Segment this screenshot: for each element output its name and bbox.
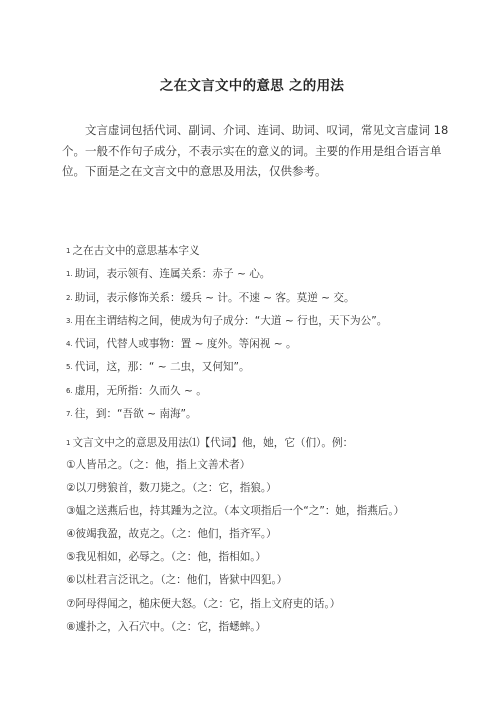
item-text: 代词，这，那：“ ~ 二虫，又何知”。: [74, 361, 250, 374]
example-line: ④彼竭我盈，故克之。（之：他们，指齐军。）: [66, 528, 277, 541]
item-text: 助词，表示领有、连属关系：赤子 ~ 心。: [74, 268, 271, 281]
meaning-item: [66, 403, 466, 426]
example-line: ⑧遽扑之，入石穴中。（之：它，指蟋蟀。）: [66, 620, 267, 633]
meaning-item: [66, 310, 466, 333]
item-number: 1.: [66, 270, 73, 279]
section-basic-meanings: [66, 240, 466, 426]
example-line: ②以刀劈狼首，数刀毙之。（之：它，指狼。）: [66, 482, 277, 495]
section-heading-text: 文言文中之的意思及用法⑴【代词】他，她，它（们）。例：: [72, 437, 354, 449]
item-text: 代词，代替人或事物：置 ~ 度外。等闲视 ~ 。: [74, 338, 297, 351]
example-line: ⑥以杜君言泛讯之。（之：他们，皆狱中四犯。）: [66, 574, 288, 587]
intro-paragraph: 文言虚词包括代词、副词、介词、连词、助词、叹词，常见文言虚词 18 个。一般不作句子成分，不表示实在的意义的词。主要的作用是组合语言单位。下面是之在文言文中的意思及用法，仅供参考。: [62, 123, 449, 178]
item-number: 5.: [66, 363, 73, 372]
example-line: ③媪之送燕后也，持其踵为之泣。（本文项指后一个“之”：她，指燕后。）: [66, 505, 405, 518]
item-number: 4.: [66, 340, 73, 349]
item-number: 7.: [66, 410, 73, 419]
section-heading: [66, 240, 466, 263]
meaning-item: [66, 263, 466, 286]
section-usage-examples: [66, 432, 476, 639]
item-text: 虚用，无所指：久而久 ~ 。: [74, 384, 207, 397]
example-line: ⑦阿母得闻之，槌床便大怒。（之：它，指上文府吏的话。）: [66, 597, 341, 610]
meaning-item: [66, 333, 466, 356]
example-line: ⑤我见相如，必辱之。（之：他，指相如。）: [66, 551, 267, 564]
meaning-item: [66, 356, 466, 379]
item-text: 往，到：“吾欲 ~ 南海”。: [74, 408, 197, 421]
item-text: 用在主谓结构之间，使成为句子成分：“大道 ~ 行也，天下为公”。: [74, 314, 388, 327]
item-text: 助词，表示修饰关系：缓兵 ~ 计。不速 ~ 客。莫逆 ~ 交。: [74, 291, 355, 304]
example-line: ①人皆吊之。（之：他，指上文善术者）: [66, 459, 251, 471]
item-number: 2.: [66, 293, 73, 302]
section-number: 1: [66, 439, 71, 447]
section-number: 1: [66, 247, 71, 255]
section-heading-text: 之在古文中的意思基本字义: [72, 245, 200, 257]
document-title: 之在文言文中的意思 之的用法: [159, 78, 345, 94]
meaning-item: [66, 287, 466, 310]
section-heading: [66, 432, 476, 454]
meaning-item: [66, 380, 466, 403]
item-number: 6.: [66, 386, 73, 395]
item-number: 3.: [66, 316, 73, 325]
